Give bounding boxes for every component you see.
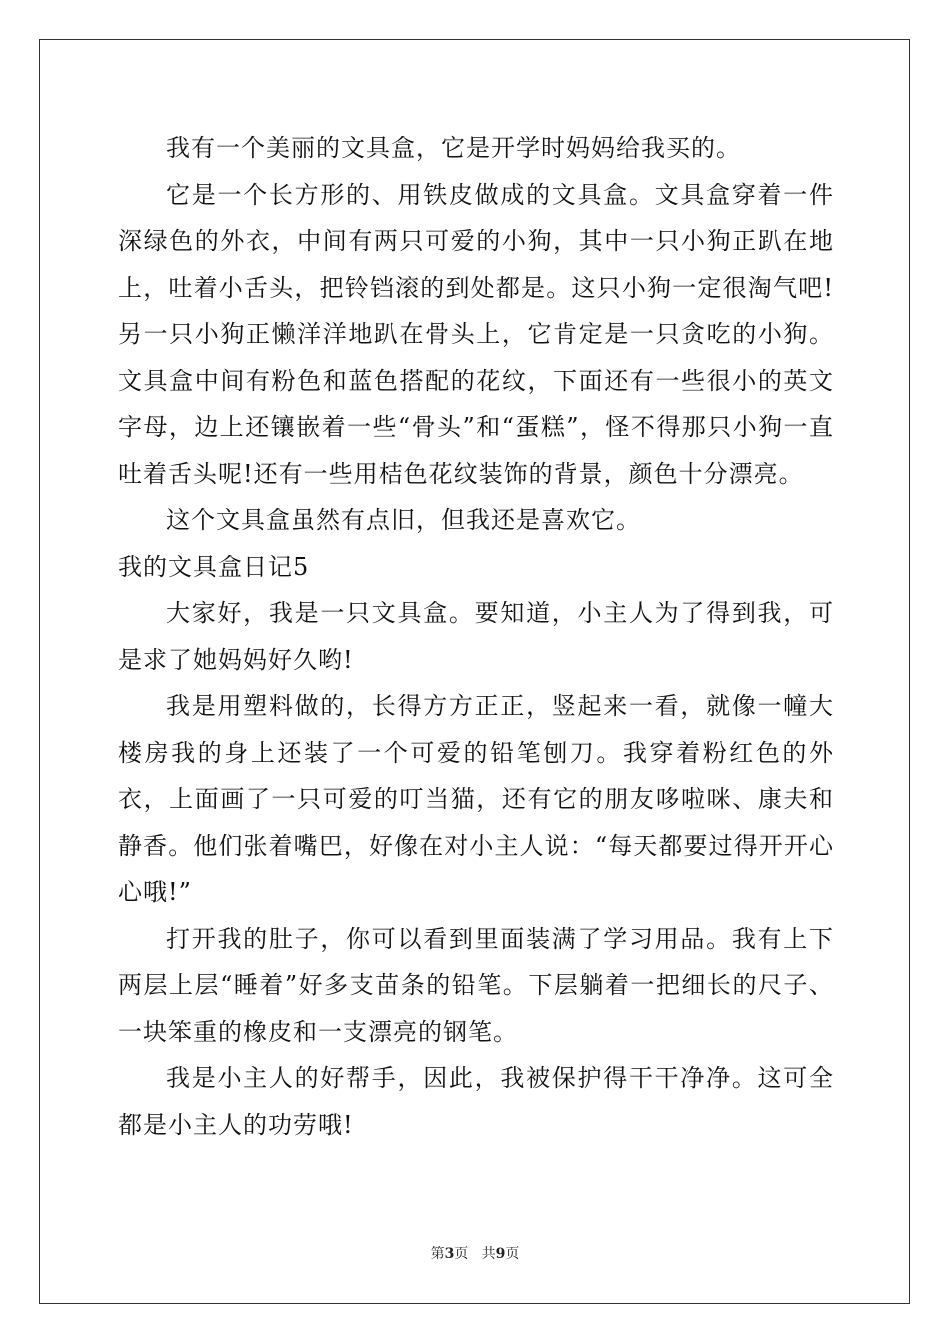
page-number: 3 bbox=[444, 1246, 455, 1262]
total-pages: 9 bbox=[495, 1246, 506, 1262]
section-title: 我的文具盒日记5 bbox=[118, 552, 310, 581]
document-body bbox=[118, 125, 834, 1148]
page-prefix: 第 bbox=[430, 1246, 445, 1262]
page-suffix: 页 bbox=[454, 1246, 469, 1262]
page-footer bbox=[0, 1244, 950, 1264]
paragraph-appearance: 我是用塑料做的，长得方方正正，竖起来一看，就像一幢大楼房我的身上还装了一个可爱的铅笔刨刀。我穿着粉红色的外衣，上面画了一只可爱的叮当猫，还有它的朋友哆啦咪、康夫和静香。他们张着嘴巴，好像在对小主人说：“每天都要过得开开心心哦!” bbox=[118, 692, 834, 906]
paragraph-greeting: 大家好，我是一只文具盒。要知道，小主人为了得到我，可是求了她妈妈好久哟! bbox=[118, 599, 834, 674]
paragraph-intro: 我有一个美丽的文具盒，它是开学时妈妈给我买的。 bbox=[166, 134, 741, 162]
paragraph-ending: 我是小主人的好帮手，因此，我被保护得干干净净。这可全都是小主人的功劳哦! bbox=[118, 1064, 834, 1139]
paragraph-description: 它是一个长方形的、用铁皮做成的文具盒。文具盒穿着一件深绿色的外衣，中间有两只可爱的小狗，其中一只小狗正趴在地上，吐着小舌头，把铃铛滚的到处都是。这只小狗一定很淘气吧!另一只小狗正懒洋洋地趴在骨头上，它肯定是一只贪吃的小狗。文具盒中间有粉色和蓝色搭配的花纹，下面还有一些很小的英文字母，边上还镶嵌着一些“骨头”和“蛋糕”，怪不得那只小狗一直吐着舌头呢!还有一些用桔色花纹装饰的背景，颜色十分漂亮。 bbox=[118, 180, 834, 488]
total-prefix: 共 bbox=[481, 1246, 496, 1262]
total-suffix: 页 bbox=[505, 1246, 520, 1262]
paragraph-contents: 打开我的肚子，你可以看到里面装满了学习用品。我有上下两层上层“睡着”好多支苗条的铅笔。下层躺着一把细长的尺子、一块笨重的橡皮和一支漂亮的钢笔。 bbox=[118, 924, 834, 1046]
paragraph-conclusion: 这个文具盒虽然有点旧，但我还是喜欢它。 bbox=[166, 506, 641, 534]
